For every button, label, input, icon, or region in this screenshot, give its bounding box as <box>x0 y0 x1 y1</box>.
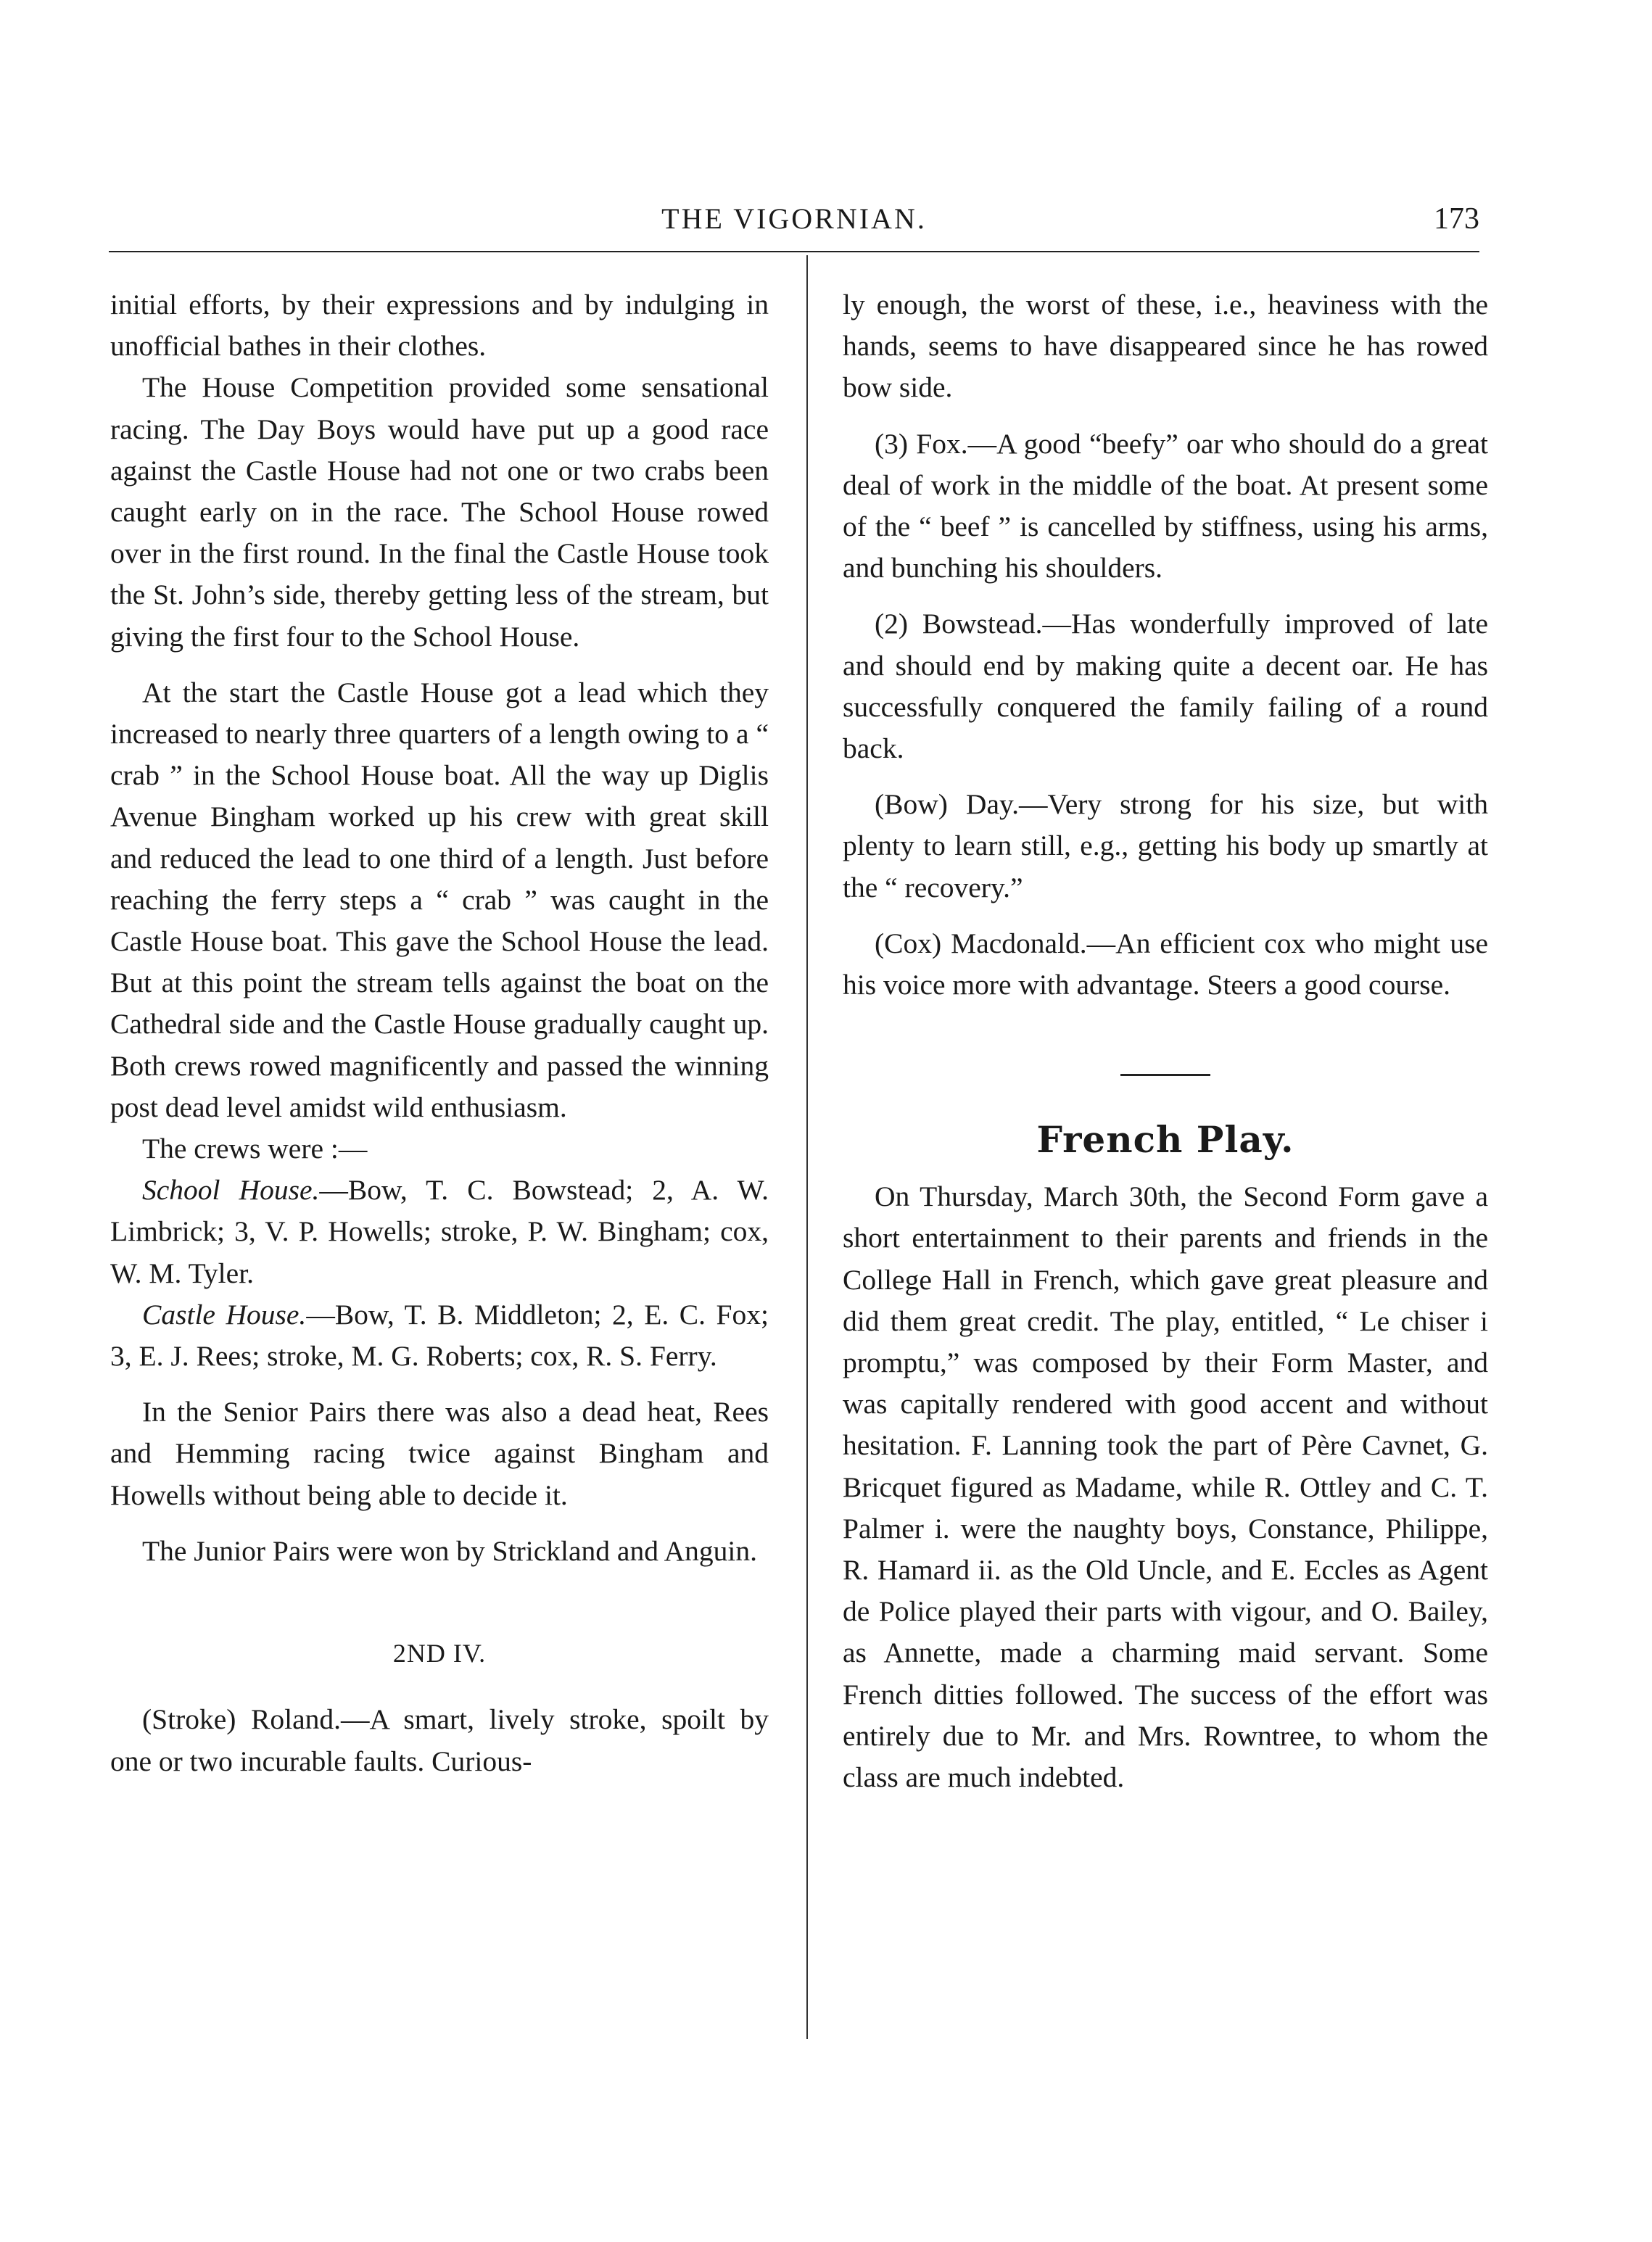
subheading-2nd-iv: 2ND IV. <box>392 1639 487 1668</box>
journal-title: THE VIGORNIAN. <box>661 202 927 235</box>
school-house-label: School House. <box>142 1174 320 1207</box>
page-number: 173 <box>1434 202 1479 236</box>
paragraph-stroke-roland: (Stroke) Roland.—A smart, lively stroke, spoilt by one or two incurable faults. Curious- <box>110 1703 769 1777</box>
paragraph-macdonald: (Cox) Macdonald.—An efficient cox who might use his voice more with advantage. Steers a good course. <box>843 927 1488 1001</box>
paragraph-fox: (3) Fox.—A good “beefy” oar who should do a great deal of work in the middle of the boat. At present some of the “ beef ” is cancelled by stiffness, using his arms, and bunching his shoulders. <box>843 427 1488 584</box>
school-house-crew: —Bow, T. C. Bowstead; 2, A. W. Limbrick; 3, V. P. Howells; stroke, P. W. Bingham; cox, W. M. Tyler. <box>110 1174 769 1289</box>
paragraph-house-competition: The House Competition provided some sensational racing. The Day Boys would have put up a good race against the Castle House had not one or two crabs been caught early on in the race. The School House rowed over in the first round. In the final the Castle House took the St. John’s side, thereby getting less of the stream, but giving the first four to the School House. <box>110 371 769 653</box>
section-divider <box>1120 1074 1210 1076</box>
paragraph-crews-intro: The crews were :— <box>142 1133 368 1165</box>
section-heading-french-play: French Play. <box>1036 1118 1294 1162</box>
paragraph-bowstead: (2) Bowstead.—Has wonderfully improved of late and should end by making quite a decent oar. He has successfully conquered the family failing of a round back. <box>843 608 1488 765</box>
paragraph-junior-pairs: The Junior Pairs were won by Strickland and Anguin. <box>142 1534 758 1567</box>
paragraph-day: (Bow) Day.—Very strong for his size, but with plenty to learn still, e.g., getting his body up smartly at the “ recovery.” <box>843 788 1488 903</box>
column-divider <box>806 255 808 2039</box>
running-header <box>109 202 1479 245</box>
header-rule <box>109 251 1479 252</box>
paragraph-castle-house-crew <box>110 1294 769 1377</box>
paragraph-continuation: initial efforts, by their expressions and by indulging in unofficial bathes in their clothes. <box>110 289 769 363</box>
castle-house-label: Castle House. <box>142 1298 307 1331</box>
paragraph-continuation-right: ly enough, the worst of these, i.e., heaviness with the hands, seems to have disappeared since he has rowed bow side. <box>843 289 1488 404</box>
castle-house-crew: —Bow, T. B. Middleton; 2, E. C. Fox; 3, E. J. Rees; stroke, M. G. Roberts; cox, R. S. Ferry. <box>110 1298 769 1373</box>
left-column <box>110 284 769 1782</box>
right-column <box>843 284 1488 1798</box>
paragraph-school-house-crew <box>110 1170 769 1294</box>
paragraph-race-account: At the start the Castle House got a lead which they increased to nearly three quarters of a length owing to a “ crab ” in the School House boat. All the way up Diglis Avenue Bingham worked up his crew with great skill and reduced the lead to one third of a length. Just before reaching the ferry steps a “ crab ” was caught in the Castle House boat. This gave the School House the lead. But at this point the stream tells against the boat on the Cathedral side and the Castle House gradually caught up. Both crews rowed magnificently and passed the winning post dead level amidst wild enthusiasm. <box>110 676 769 1123</box>
paragraph-senior-pairs: In the Senior Pairs there was also a dead heat, Rees and Hemming racing twice against Bingham and Howells without being able to decide it. <box>110 1396 769 1511</box>
paragraph-french-play: On Thursday, March 30th, the Second Form gave a short entertainment to their parents and friends in the College Hall in French, which gave great pleasure and did them great credit. The play, entitled, “ Le chiser i promptu,” was composed by their Form Master, and was capitally rendered with good accent and without hesitation. F. Lanning took the part of Père Cavnet, G. Bricquet figured as Madame, while R. Ottley and C. T. Palmer i. were the naughty boys, Constance, Philippe, R. Hamard ii. as the Old Uncle, and E. Eccles as Agent de Police played their parts with vigour, and O. Bailey, as Annette, made a charming maid servant. Some French ditties followed. The success of the effort was entirely due to Mr. and Mrs. Rowntree, to whom the class are much indebted. <box>843 1180 1488 1794</box>
